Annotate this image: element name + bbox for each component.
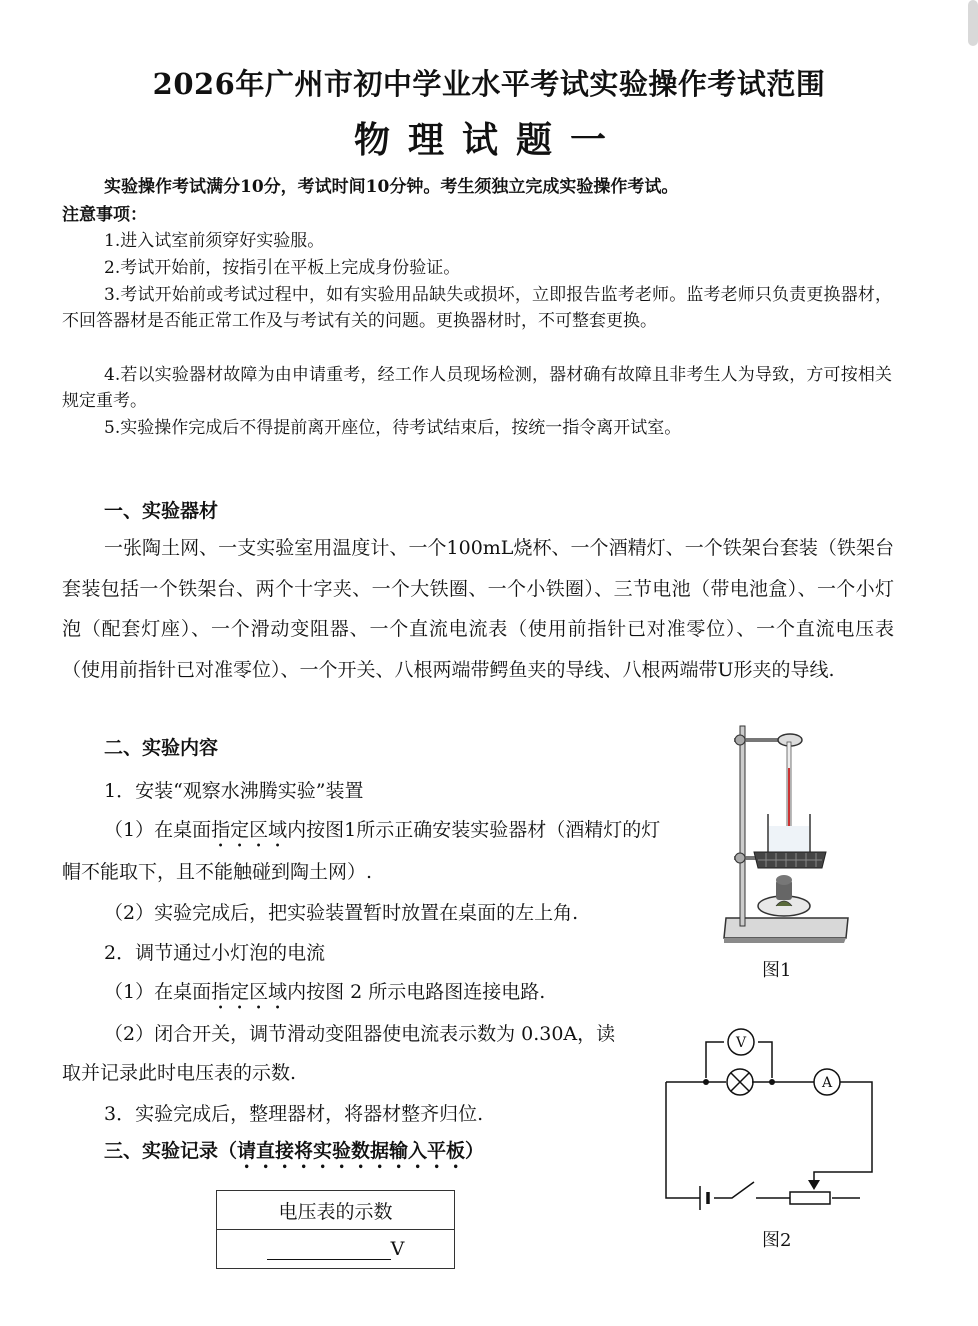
step1-1: （1）在桌面指定区域内按图1所示正确安装实验器材（酒精灯的灯 bbox=[104, 819, 661, 841]
note-item: 4.若以实验器材故障为由申请重考，经工作人员现场检测，器材确有故障且非考生人为导致，方可按相关规定重考。 bbox=[62, 365, 892, 411]
notes-heading: 注意事项： bbox=[62, 205, 147, 225]
record-table-header: 电压表的示数 bbox=[217, 1191, 455, 1230]
figure2-label: 图2 bbox=[762, 1230, 792, 1251]
figure1-label: 图1 bbox=[762, 960, 792, 981]
step2-2-cont: 取并记录此时电压表的示数. bbox=[62, 1062, 297, 1084]
page-title: 2026年广州市初中学业水平考试实验操作考试范围 bbox=[152, 67, 826, 101]
note-item: 3.考试开始前或考试过程中，如有实验用品缺失或损坏，立即报告监考老师。监考老师只负责更换器材，不回答器材是否能正常工作及与考试有关的问题。更换器材时，不可整套更换。 bbox=[62, 285, 892, 331]
scrollbar[interactable] bbox=[968, 0, 978, 46]
step1-title: 1．安装“观察水沸腾实验”装置 bbox=[104, 780, 364, 802]
note-item: 2.考试开始前，按指引在平板上完成身份验证。 bbox=[104, 258, 461, 278]
voltage-input-cell[interactable]: V bbox=[217, 1230, 455, 1269]
section3-heading: 三、实验记录（请直接将实验数据输入平板） bbox=[104, 1140, 485, 1162]
step1-2: （2）实验完成后，把实验装置暂时放置在桌面的左上角. bbox=[104, 902, 579, 924]
page-subtitle: 物理试题一 bbox=[353, 119, 624, 161]
record-table bbox=[216, 1190, 455, 1269]
equipment-list: 一张陶土网、一支实验室用温度计、一个100mL烧杯、一个酒精灯、一个铁架台套装（铁架台套装包括一个铁架台、两个十字夹、一个大铁圈、一个小铁圈）、三节电池（带电池盒）、一个小灯泡（配套灯座）、一个滑动变阻器、一个直流电流表（使用前指针已对准零位）、一个直流电压表（使用前指针已对准零位）、一个开关、八根两端带鳄鱼夹的导线、八根两端带U形夹的导线. bbox=[62, 537, 894, 681]
figure1-boiling-apparatus bbox=[718, 720, 858, 950]
step3: 3．实验完成后，整理器材，将器材整齐归位. bbox=[104, 1103, 484, 1125]
figure2-circuit-diagram bbox=[660, 1022, 880, 1212]
note-item: 5.实验操作完成后不得提前离开座位，待考试结束后，按统一指令离开试室。 bbox=[104, 418, 682, 438]
note-item: 1.进入试室前须穿好实验服。 bbox=[104, 231, 325, 251]
section2-heading: 二、实验内容 bbox=[104, 737, 219, 759]
section1-heading: 一、实验器材 bbox=[104, 500, 219, 522]
intro-text: 实验操作考试满分10分，考试时间10分钟。考生须独立完成实验操作考试。 bbox=[104, 177, 679, 197]
step2-title: 2．调节通过小灯泡的电流 bbox=[104, 942, 326, 964]
voltmeter-symbol: V bbox=[735, 1035, 747, 1051]
step1-1-cont: 帽不能取下，且不能触碰到陶土网）. bbox=[62, 861, 373, 883]
step2-2: （2）闭合开关，调节滑动变阻器使电流表示数为 0.30A，读 bbox=[104, 1023, 616, 1045]
ammeter-symbol: A bbox=[821, 1075, 833, 1091]
step2-1: （1）在桌面指定区域内按图 2 所示电路图连接电路. bbox=[104, 981, 546, 1003]
